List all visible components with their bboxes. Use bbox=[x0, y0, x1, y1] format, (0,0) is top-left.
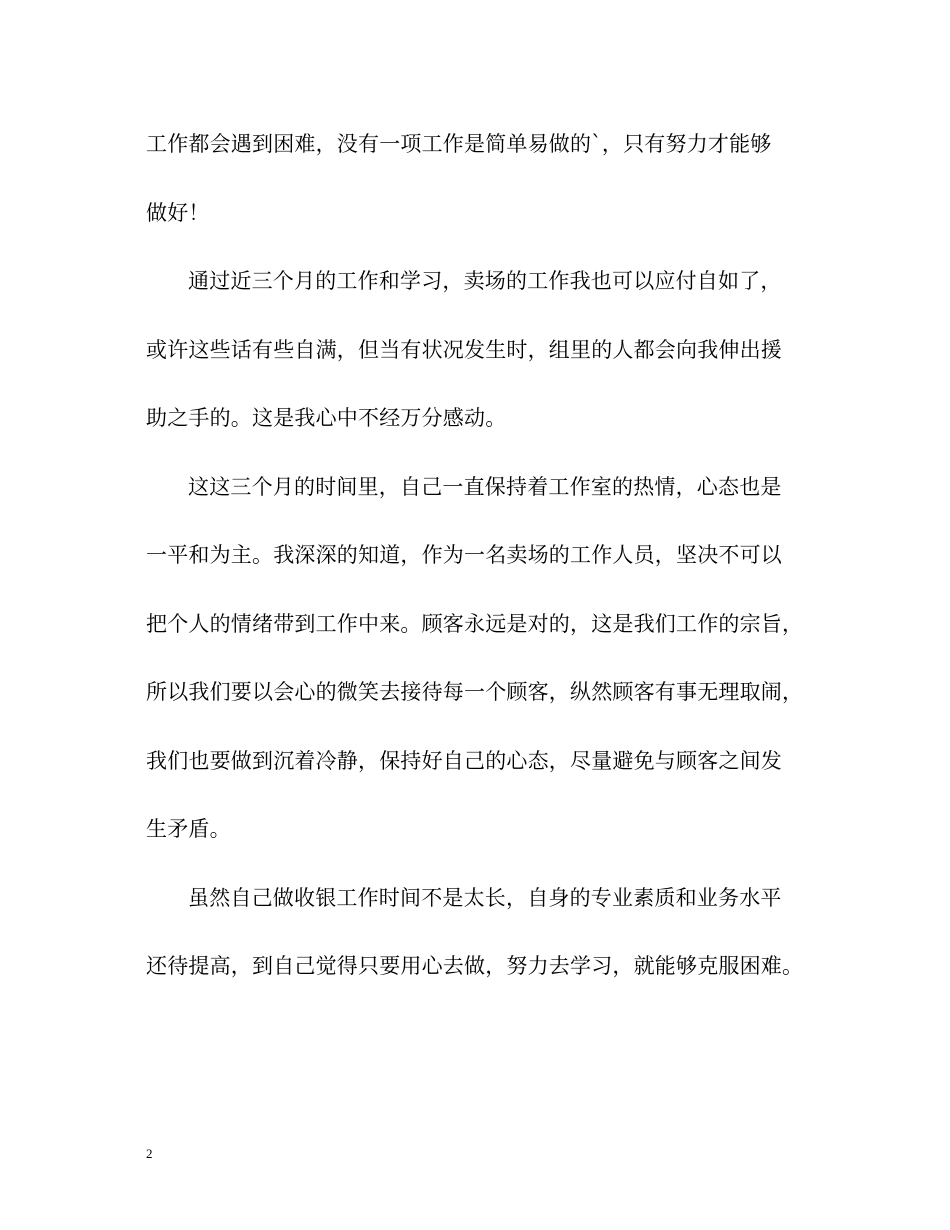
page-number: 2 bbox=[146, 1146, 153, 1161]
text-line: 助之手的。这是我心中不经万分感动。 bbox=[146, 406, 507, 430]
text-line: 工作都会遇到困难，没有一项工作是简单易做的`，只有努力才能够 bbox=[146, 132, 772, 156]
text-line: 或许这些话有些自满，但当有状况发生时，组里的人都会向我伸出援 bbox=[146, 337, 782, 362]
text-line: 做好！ bbox=[146, 200, 210, 225]
text-line: 还待提高，到自己觉得只要用心去做，努力去学习，就能够克服困难。 bbox=[146, 954, 804, 978]
text-line: 所以我们要以会心的微笑去接待每一个顾客，纵然顾客有事无理取闹， bbox=[146, 680, 804, 704]
document-body bbox=[146, 118, 806, 1009]
paragraph-first-line: 通过近三个月的工作和学习，卖场的工作我也可以应付自如了， bbox=[188, 269, 782, 293]
text-line: 把个人的情绪带到工作中来。顾客永远是对的，这是我们工作的宗旨， bbox=[146, 611, 804, 636]
text-line: 生矛盾。 bbox=[146, 817, 231, 841]
paragraph-first-line: 虽然自己做收银工作时间不是太长，自身的专业素质和业务水平 bbox=[188, 885, 782, 910]
text-line: 一平和为主。我深深的知道，作为一名卖场的工作人员，坚决不可以 bbox=[146, 543, 782, 567]
paragraph-first-line: 这这三个月的时间里，自己一直保持着工作室的热情，心态也是 bbox=[188, 474, 782, 499]
text-line: 我们也要做到沉着冷静，保持好自己的心态，尽量避免与顾客之间发 bbox=[146, 748, 782, 773]
